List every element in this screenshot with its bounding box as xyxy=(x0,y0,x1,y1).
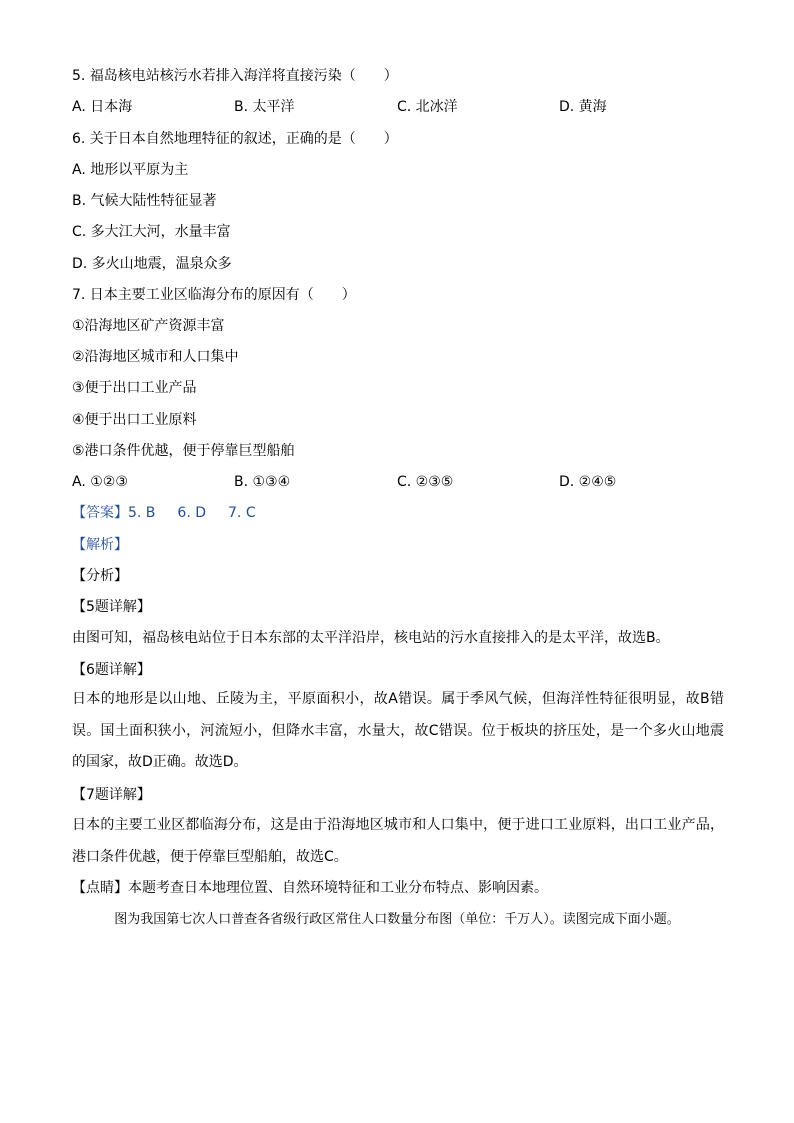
answer-7: 7. C xyxy=(228,505,256,521)
figure-caption: 图为我国第七次人口普查各省级行政区常住人口数量分布图（单位：千万人）。读图完成下面小题。 xyxy=(114,912,680,927)
q5-option-d: D. 黄海 xyxy=(559,99,607,115)
q7-item-4: ④便于出口工业原料 xyxy=(72,412,197,428)
q6-option-c: C. 多大江大河，水量丰富 xyxy=(72,224,231,240)
q6-option-a: A. 地形以平原为主 xyxy=(72,162,189,178)
q7-detail-title: 【7题详解】 xyxy=(72,787,151,803)
q5-option-b: B. 太平洋 xyxy=(234,99,295,115)
dianjing-label: 【点睛】 xyxy=(72,880,128,896)
q7-options xyxy=(72,472,722,492)
q5-option-c: C. 北冰洋 xyxy=(397,99,458,115)
q5-stem: 5. 福岛核电站核污水若排入海洋将直接污染（ ） xyxy=(72,68,398,84)
answer-6: 6. D xyxy=(177,505,207,521)
q7-item-5: ⑤港口条件优越，便于停靠巨型船舶 xyxy=(72,443,295,459)
q7-item-3: ③便于出口工业产品 xyxy=(72,380,197,396)
q6-detail-text: 日本的地形是以山地、丘陵为主，平原面积小，故A错误。属于季风气候，但海洋性特征很明显，故B错误。国土面积狭小，河流短小，但降水丰富，水量大，故C错误。位于板块的挤压处，是一个多火山地震的国家，故D正确。故选D。 xyxy=(72,691,724,770)
q6-option-d: D. 多火山地震，温泉众多 xyxy=(72,256,232,272)
q7-option-c: C. ②③⑤ xyxy=(397,474,454,490)
answer-5: 5. B xyxy=(128,505,156,521)
q7-stem: 7. 日本主要工业区临海分布的原因有（ ） xyxy=(72,287,356,303)
q6-option-b: B. 气候大陆性特征显著 xyxy=(72,193,217,209)
dianjing-text: 本题考查日本地理位置、自然环境特征和工业分布特点、影响因素。 xyxy=(128,880,548,896)
q6-detail-title: 【6题详解】 xyxy=(72,662,151,678)
q5-option-a: A. 日本海 xyxy=(72,99,133,115)
q7-option-d: D. ②④⑤ xyxy=(559,474,617,490)
q5-options xyxy=(72,97,722,117)
q7-option-b: B. ①③④ xyxy=(234,474,291,490)
answer-line xyxy=(72,503,256,523)
dianjing-line xyxy=(72,878,548,898)
q7-item-1: ①沿海地区矿产资源丰富 xyxy=(72,318,225,334)
q7-option-a: A. ①②③ xyxy=(72,474,128,490)
q7-item-2: ②沿海地区城市和人口集中 xyxy=(72,349,239,365)
q6-stem: 6. 关于日本自然地理特征的叙述，正确的是（ ） xyxy=(72,131,398,147)
q5-detail-text: 由图可知，福岛核电站位于日本东部的太平洋沿岸，核电站的污水直接排入的是太平洋，故选B。 xyxy=(72,630,670,646)
fenxi-label: 【分析】 xyxy=(72,568,128,584)
q5-detail-title: 【5题详解】 xyxy=(72,599,151,615)
jiexi-label: 【解析】 xyxy=(72,537,128,553)
q7-detail-text: 日本的主要工业区都临海分布，这是由于沿海地区城市和人口集中，便于进口工业原料，出口工业产品，港口条件优越，便于停靠巨型船舶，故选C。 xyxy=(72,817,724,865)
answer-label: 【答案】 xyxy=(72,505,128,521)
